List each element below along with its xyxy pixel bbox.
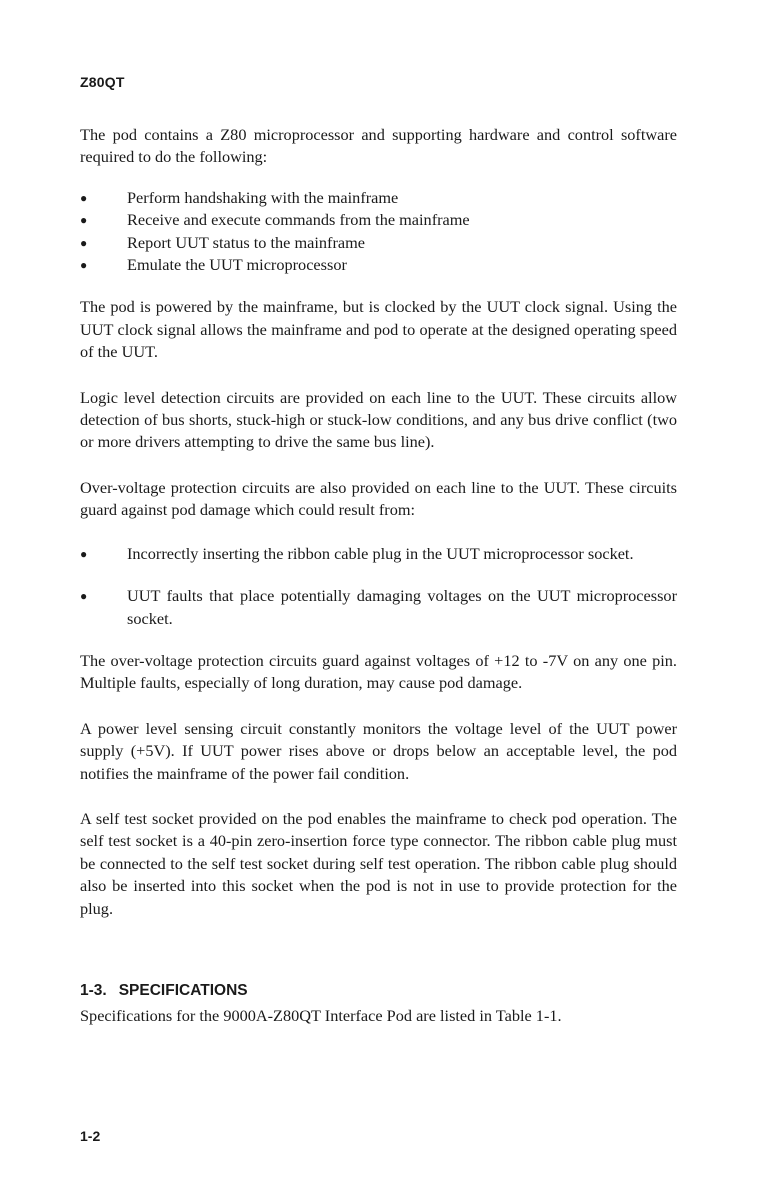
intro-paragraph: The pod contains a Z80 microprocessor and supporting hardware and control software required to do the following: (80, 125, 677, 167)
damage-causes-list (80, 543, 677, 630)
page-number: 1-2 (80, 1128, 101, 1144)
body-text (80, 124, 677, 920)
power-clock-paragraph: The pod is powered by the mainframe, but is clocked by the UUT clock signal. Using the UUT clock signal allows the mainframe and pod to operate at the designed operating speed of the UUT. (80, 297, 677, 362)
list-item: ● UUT faults that place potentially damaging voltages on the UUT microprocessor socket. (80, 585, 677, 630)
overvoltage-limits-paragraph: The over-voltage protection circuits guard against voltages of +12 to -7V on any one pin. Multiple faults, especially of long duration, may cause pod damage. (80, 650, 677, 693)
section-heading (80, 982, 248, 1000)
list-item: ● Incorrectly inserting the ribbon cable plug in the UUT microprocessor socket. (80, 543, 677, 565)
list-item: ● Receive and execute commands from the mainframe (80, 209, 677, 231)
logic-level-paragraph: Logic level detection circuits are provided on each line to the UUT. These circuits allow detection of bus shorts, stuck-high or stuck-low conditions, and any bus drive conflict (two or more drivers attempting to drive the same bus line). (80, 387, 677, 452)
pod-functions-list (80, 187, 677, 277)
self-test-paragraph: A self test socket provided on the pod enables the mainframe to check pod operation. The self test socket is a 40-pin zero-insertion force type connector. The ribbon cable plug must be connected to the self test socket during self test operation. The ribbon cable plug should also be inserted into this socket when the pod is not in use to provide protection for the plug. (80, 808, 677, 918)
specifications-paragraph: Specifications for the 9000A-Z80QT Interface Pod are listed in Table 1-1. (80, 1006, 562, 1025)
list-item: ● Perform handshaking with the mainframe (80, 187, 677, 209)
section-number: 1-3. (80, 982, 107, 999)
list-item: ● Emulate the UUT microprocessor (80, 254, 677, 276)
list-item: ● Report UUT status to the mainframe (80, 232, 677, 254)
power-sensing-paragraph: A power level sensing circuit constantly monitors the voltage level of the UUT power supply (+5V). If UUT power rises above or drops below an acceptable level, the pod notifies the mainframe of the power fail condition. (80, 718, 677, 783)
overvoltage-intro-paragraph: Over-voltage protection circuits are also provided on each line to the UUT. These circuits guard against pod damage which could result from: (80, 477, 677, 520)
running-header: Z80QT (80, 74, 125, 90)
section-title: SPECIFICATIONS (118, 982, 248, 999)
